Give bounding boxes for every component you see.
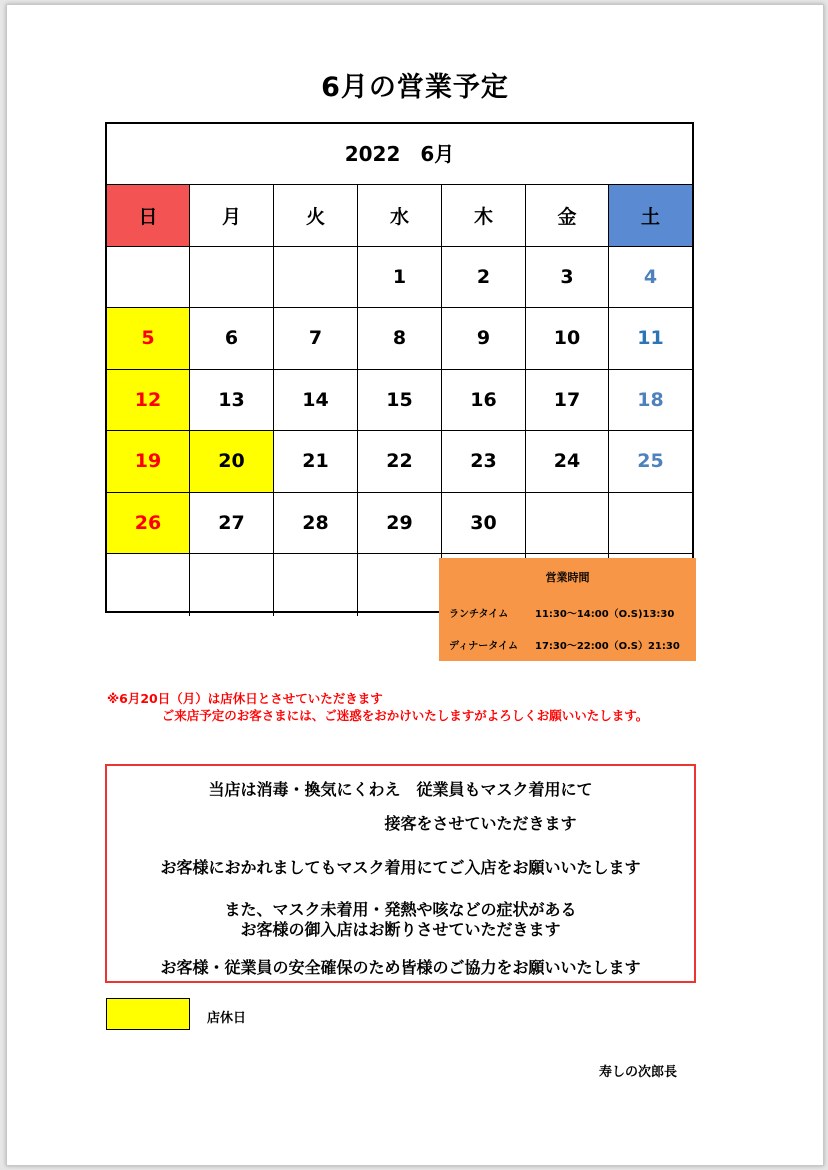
lunch-label: ランチタイム <box>449 609 509 620</box>
weekday-header: 土 <box>609 185 692 247</box>
calendar-empty-cell <box>107 247 190 309</box>
weekday-header: 水 <box>358 185 442 247</box>
calendar-day-cell: 30 <box>442 493 526 555</box>
calendar-empty-cell <box>190 554 274 616</box>
calendar-day-cell: 3 <box>526 247 609 309</box>
page-title: 6月の営業予定 <box>321 72 509 103</box>
calendar-empty-cell <box>274 247 358 309</box>
calendar-empty-cell <box>190 247 274 309</box>
covid-measures-box <box>105 764 696 983</box>
calendar-day-cell: 5 <box>107 308 190 370</box>
calendar-month-header: 2022 6月 <box>107 124 692 185</box>
calendar-day-cell: 24 <box>526 431 609 493</box>
weekday-header: 月 <box>190 185 274 247</box>
calendar-day-cell: 12 <box>107 370 190 432</box>
weekday-header: 日 <box>107 185 190 247</box>
calendar-day-cell: 13 <box>190 370 274 432</box>
dinner-label: ディナータイム <box>449 641 518 652</box>
calendar-day-cell: 6 <box>190 308 274 370</box>
calendar-empty-cell <box>107 554 190 616</box>
calendar-day-cell: 8 <box>358 308 442 370</box>
business-hours-title: 営業時間 <box>545 571 590 584</box>
calendar-day-cell: 11 <box>609 308 692 370</box>
calendar-day-cell: 14 <box>274 370 358 432</box>
business-hours-box <box>439 558 696 661</box>
weekday-header: 金 <box>526 185 609 247</box>
calendar-day-cell: 7 <box>274 308 358 370</box>
calendar-day-cell: 20 <box>190 431 274 493</box>
closure-notice-line1: ※6月20日（月）は店休日とさせていただきます <box>107 691 383 706</box>
calendar-day-cell: 9 <box>442 308 526 370</box>
closure-notice-line2: ご来店予定のお客さまには、ご迷惑をおかけいたしますがよろしくお願いいたします。 <box>161 708 649 723</box>
covid-line: また、マスク未着用・発熱や咳などの症状がある <box>224 900 577 919</box>
calendar-day-cell: 4 <box>609 247 692 309</box>
dinner-hours-row <box>449 637 680 652</box>
calendar-day-cell: 17 <box>526 370 609 432</box>
closed-day-legend-label: 店休日 <box>207 1011 247 1026</box>
calendar-day-cell: 29 <box>358 493 442 555</box>
calendar-table <box>105 122 694 613</box>
calendar-day-cell: 28 <box>274 493 358 555</box>
closed-day-legend-swatch <box>106 998 190 1030</box>
covid-line: お客様におかれましてもマスク着用にてご入店をお願いいたします <box>160 858 641 877</box>
calendar-empty-cell <box>609 493 692 555</box>
calendar-empty-cell <box>274 554 358 616</box>
lunch-hours-row <box>449 605 674 620</box>
calendar-day-cell: 21 <box>274 431 358 493</box>
calendar-day-cell: 27 <box>190 493 274 555</box>
lunch-time: 11:30～14:00（O.S)13:30 <box>535 609 675 620</box>
dinner-time: 17:30～22:00（O.S）21:30 <box>535 641 680 652</box>
calendar-day-cell: 22 <box>358 431 442 493</box>
calendar-day-cell: 23 <box>442 431 526 493</box>
calendar-empty-cell <box>526 493 609 555</box>
calendar-day-cell: 25 <box>609 431 692 493</box>
calendar-day-cell: 18 <box>609 370 692 432</box>
calendar-day-cell: 10 <box>526 308 609 370</box>
calendar-empty-cell <box>358 554 442 616</box>
calendar-day-cell: 15 <box>358 370 442 432</box>
restaurant-signature: 寿しの次郎長 <box>599 1065 678 1080</box>
weekday-header: 木 <box>442 185 526 247</box>
calendar-day-cell: 2 <box>442 247 526 309</box>
calendar-day-cell: 19 <box>107 431 190 493</box>
calendar-day-cell: 16 <box>442 370 526 432</box>
document-page <box>6 4 824 1166</box>
weekday-header: 火 <box>274 185 358 247</box>
covid-line: お客様の御入店はお断りさせていただきます <box>240 920 561 939</box>
calendar-day-cell: 1 <box>358 247 442 309</box>
covid-line: お客様・従業員の安全確保のため皆様のご協力をお願いいたします <box>160 958 641 977</box>
covid-line: 当店は消毒・換気にくわえ 従業員もマスク着用にて <box>208 780 593 799</box>
calendar-day-cell: 26 <box>107 493 190 555</box>
covid-line: 接客をさせていただきます <box>384 814 577 833</box>
